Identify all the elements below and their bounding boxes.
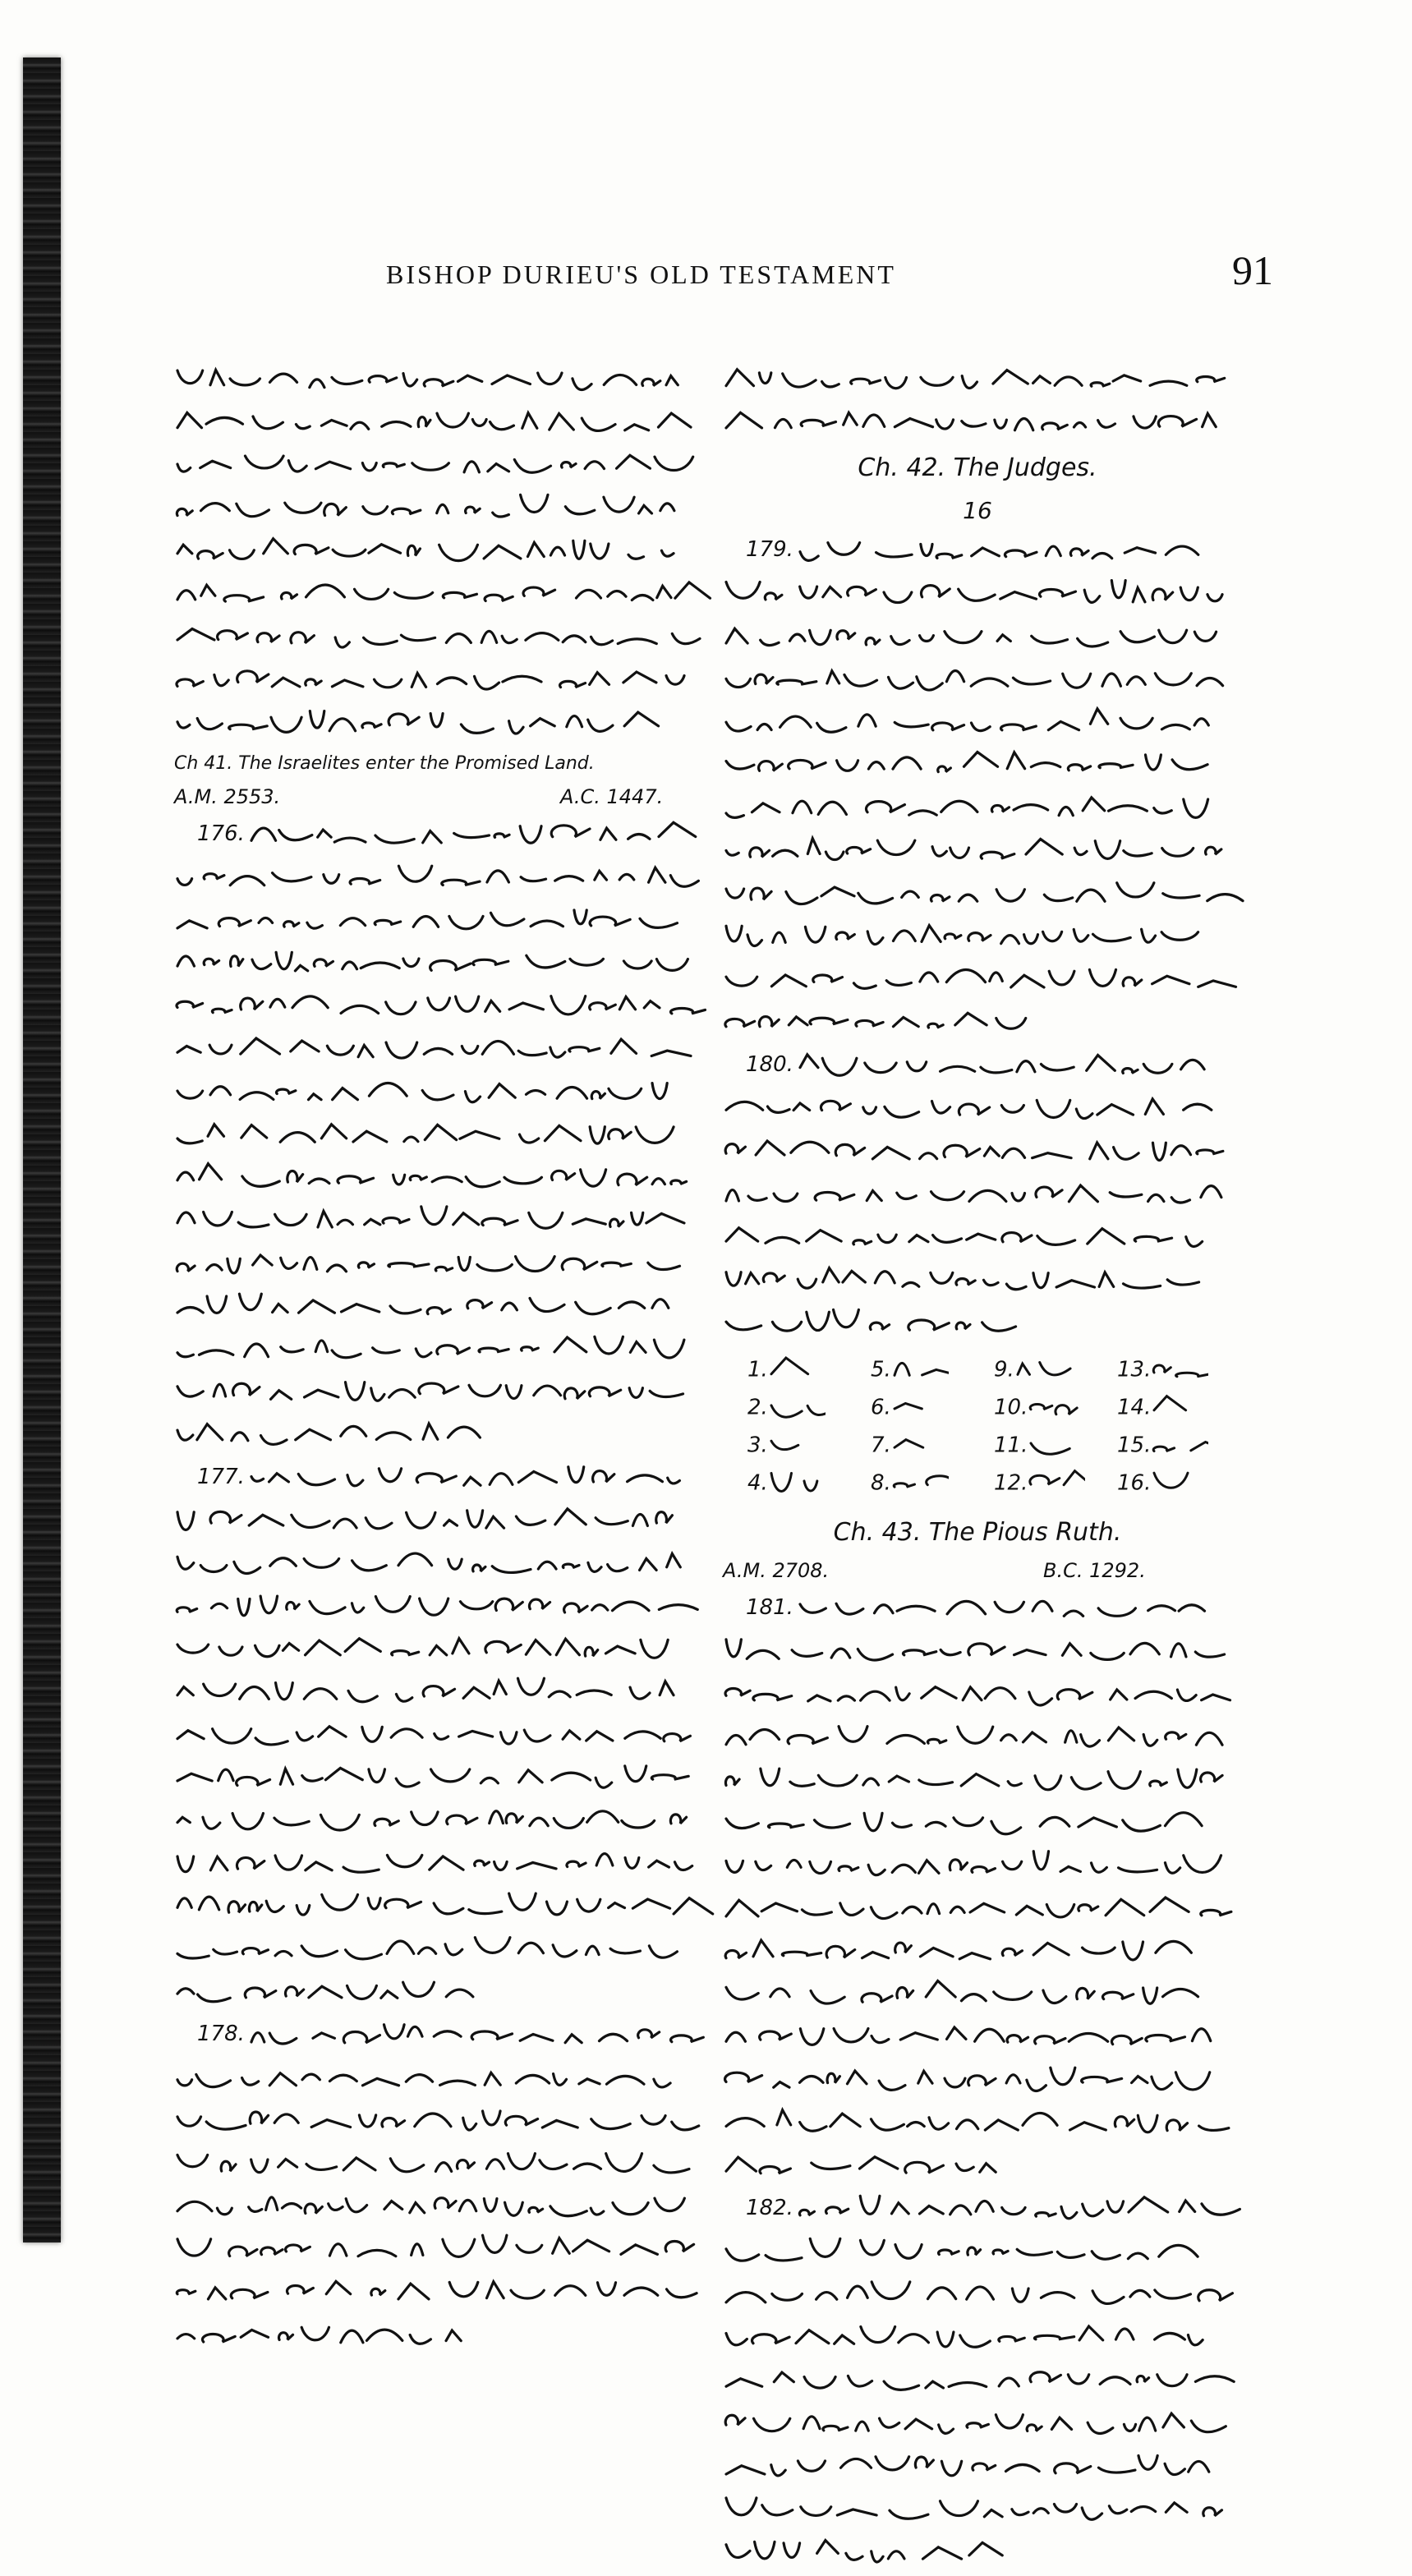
judge-entry <box>747 1429 826 1462</box>
shorthand-glyphs <box>174 1334 692 1370</box>
shorthand-glyphs <box>723 1007 1023 1043</box>
shorthand-line <box>723 1262 1232 1304</box>
shorthand-glyphs <box>723 2451 1224 2487</box>
shorthand-line <box>174 1588 700 1631</box>
judge-entry <box>994 1354 1072 1387</box>
shorthand-line <box>723 961 1232 1004</box>
shorthand-line <box>723 1304 1232 1347</box>
shorthand-glyphs <box>174 708 692 744</box>
verse-number: 181. <box>746 1594 793 1620</box>
chapter-41-am: A.M. 2553. <box>174 784 281 808</box>
shorthand-line <box>723 918 1232 961</box>
shorthand-line <box>174 1760 700 1802</box>
shorthand-line <box>174 1373 700 1416</box>
shorthand-line <box>174 1717 700 1760</box>
chapter-43-date-line <box>723 1554 1232 1590</box>
verse-number: 180. <box>746 1051 793 1077</box>
shorthand-glyphs <box>891 1392 949 1424</box>
judge-entry <box>871 1354 949 1387</box>
chapter-43-bc: B.C. 1292. <box>1043 1558 1146 1582</box>
shorthand-glyphs <box>174 2234 692 2270</box>
shorthand-glyphs <box>174 1977 485 2013</box>
shorthand-glyphs <box>797 536 1224 572</box>
shorthand-glyphs <box>723 622 1224 658</box>
shorthand-glyphs <box>174 1077 692 1113</box>
shorthand-line <box>174 1673 700 1716</box>
verse-number: 177. <box>197 1464 245 1489</box>
shorthand-glyphs <box>1028 1467 1085 1500</box>
shorthand-glyphs <box>248 2020 692 2056</box>
shorthand-line <box>174 2316 700 2359</box>
shorthand-glyphs <box>174 1934 692 1971</box>
verse-number: 178. <box>197 2021 245 2046</box>
shorthand-line <box>174 859 700 902</box>
shorthand-line <box>174 1802 700 1845</box>
shorthand-line <box>174 2231 700 2274</box>
judge-entry <box>994 1467 1085 1500</box>
shorthand-glyphs <box>174 2063 692 2099</box>
shorthand-line <box>723 833 1232 876</box>
shorthand-glyphs <box>174 1162 692 1198</box>
shorthand-line <box>174 1631 700 1673</box>
shorthand-glyphs <box>797 1594 1224 1630</box>
shorthand-glyphs <box>723 922 1224 958</box>
shorthand-glyphs <box>174 1205 692 1241</box>
chapter-43-title: Ch. 43. The Pious Ruth. <box>833 1517 1122 1547</box>
shorthand-glyphs <box>723 1893 1224 1930</box>
shorthand-glyphs <box>1151 1467 1208 1500</box>
shorthand-paragraph <box>174 1460 700 2017</box>
shorthand-line <box>174 1202 700 1244</box>
judge-number: 14. <box>1117 1395 1152 1420</box>
shorthand-glyphs <box>723 794 1224 830</box>
judge-entry <box>871 1429 949 1462</box>
shorthand-glyphs <box>723 579 1224 615</box>
verse-number: 179. <box>746 537 793 563</box>
shorthand-glyphs <box>723 1936 1224 1972</box>
shorthand-line <box>723 876 1232 918</box>
shorthand-glyphs <box>1151 1354 1208 1387</box>
judge-number: 2. <box>747 1395 768 1420</box>
shorthand-glyphs <box>174 2320 485 2356</box>
judge-number: 4. <box>747 1470 768 1496</box>
shorthand-line <box>723 1719 1232 1762</box>
shorthand-line <box>174 2017 700 2059</box>
chapter-41-title: Ch 41. The Israelites enter the Promised Land. <box>174 752 595 774</box>
shorthand-glyphs <box>174 494 692 530</box>
shorthand-line <box>723 747 1232 789</box>
shorthand-line <box>174 902 700 945</box>
shorthand-line <box>723 1890 1232 1933</box>
shorthand-line <box>723 2104 1232 2147</box>
shorthand-line <box>174 1245 700 1288</box>
shorthand-line <box>723 576 1232 619</box>
judge-number: 6. <box>871 1395 891 1420</box>
shorthand-glyphs <box>723 365 1224 401</box>
judge-entry <box>1117 1354 1208 1387</box>
shorthand-line <box>174 2274 700 2316</box>
shorthand-glyphs <box>723 2237 1224 2273</box>
verse-number: 182. <box>746 2195 793 2220</box>
shorthand-glyphs <box>174 1848 692 1884</box>
shorthand-line <box>723 619 1232 661</box>
shorthand-paragraph <box>174 816 700 1460</box>
left-column <box>174 361 700 2359</box>
shorthand-glyphs <box>723 1308 1023 1344</box>
shorthand-line <box>723 2448 1232 2491</box>
shorthand-line <box>723 790 1232 833</box>
shorthand-glyphs <box>174 1377 692 1413</box>
shorthand-line <box>174 945 700 987</box>
judge-number: 16. <box>1117 1470 1152 1496</box>
shorthand-line <box>723 1847 1232 1890</box>
shorthand-line <box>174 2102 700 2145</box>
shorthand-glyphs <box>174 1034 692 1070</box>
shorthand-glyphs <box>174 1419 485 1456</box>
shorthand-glyphs <box>723 2108 1224 2144</box>
shorthand-line <box>723 1805 1232 1847</box>
verse-number: 176. <box>197 821 245 846</box>
shorthand-line <box>174 661 700 704</box>
shorthand-glyphs <box>768 1429 826 1462</box>
shorthand-line <box>174 1931 700 1974</box>
judge-number: 1. <box>747 1357 768 1382</box>
shorthand-line <box>174 490 700 533</box>
shorthand-line <box>723 2191 1232 2233</box>
shorthand-paragraph <box>723 532 1232 1046</box>
shorthand-glyphs <box>723 1723 1224 1759</box>
judge-entry <box>871 1392 949 1424</box>
shorthand-glyphs <box>174 1677 692 1713</box>
shorthand-glyphs <box>723 1093 1224 1129</box>
book-spine-shadow <box>23 58 61 2242</box>
shorthand-glyphs <box>723 1221 1224 1258</box>
shorthand-glyphs <box>723 2537 1023 2573</box>
running-title: BISHOP DURIEU'S OLD TESTAMENT <box>386 260 896 289</box>
shorthand-glyphs <box>723 1808 1224 1844</box>
shorthand-line <box>174 1331 700 1373</box>
shorthand-glyphs <box>248 820 692 856</box>
shorthand-glyphs <box>768 1467 826 1500</box>
shorthand-glyphs <box>248 1463 692 1499</box>
shorthand-glyphs <box>723 2365 1224 2401</box>
shorthand-glyphs <box>1151 1392 1208 1424</box>
shorthand-glyphs <box>723 1980 1224 2016</box>
shorthand-line <box>174 619 700 661</box>
shorthand-line <box>174 1845 700 1888</box>
shorthand-glyphs <box>174 1506 692 1542</box>
judge-entry <box>1117 1467 1208 1500</box>
shorthand-line <box>723 1218 1232 1261</box>
shorthand-glyphs <box>1151 1429 1208 1462</box>
shorthand-glyphs <box>723 2022 1224 2058</box>
shorthand-line <box>174 361 700 404</box>
chapter-43-am: A.M. 2708. <box>723 1558 830 1582</box>
judge-entry <box>994 1429 1085 1462</box>
shorthand-line <box>174 1416 700 1459</box>
shorthand-glyphs <box>723 2408 1224 2445</box>
shorthand-glyphs <box>723 1765 1224 1801</box>
shorthand-glyphs <box>723 879 1224 915</box>
shorthand-glyphs <box>723 2494 1224 2530</box>
shorthand-glyphs <box>174 1806 692 1842</box>
shorthand-glyphs <box>723 407 1224 444</box>
shorthand-glyphs <box>1028 1429 1085 1462</box>
shorthand-line <box>174 1974 700 2017</box>
shorthand-glyphs <box>891 1429 949 1462</box>
shorthand-line <box>723 1133 1232 1175</box>
shorthand-line <box>723 1633 1232 1676</box>
shorthand-line <box>174 447 700 490</box>
shorthand-line <box>723 1090 1232 1133</box>
shorthand-glyphs <box>891 1467 949 1500</box>
shorthand-line <box>174 576 700 619</box>
shorthand-glyphs <box>174 1720 692 1756</box>
shorthand-glyphs <box>174 2277 692 2313</box>
shorthand-glyphs <box>174 1763 692 1799</box>
shorthand-glyphs <box>723 665 1224 701</box>
shorthand-line <box>174 533 700 576</box>
shorthand-glyphs <box>174 1591 692 1627</box>
judge-number: 13. <box>1117 1357 1152 1382</box>
judge-number: 5. <box>871 1357 891 1382</box>
shorthand-glyphs <box>723 1851 1224 1887</box>
judge-entry <box>871 1467 949 1500</box>
judge-number: 7. <box>871 1433 891 1458</box>
chapter-41-date-line <box>174 780 700 816</box>
judges-list <box>723 1347 1232 1511</box>
shorthand-line <box>723 532 1232 575</box>
shorthand-line <box>723 1976 1232 2019</box>
shorthand-glyphs <box>174 1548 692 1585</box>
shorthand-line <box>174 2188 700 2231</box>
shorthand-glyphs <box>723 1679 1224 1715</box>
shorthand-glyphs <box>174 2105 692 2141</box>
judge-number: 12. <box>994 1470 1028 1496</box>
shorthand-glyphs <box>174 2192 692 2228</box>
shorthand-line <box>174 1031 700 1074</box>
shorthand-glyphs <box>768 1354 826 1387</box>
shorthand-glyphs <box>174 2149 692 2185</box>
judge-number: 10. <box>994 1395 1028 1420</box>
shorthand-line <box>723 2019 1232 2062</box>
judge-entry <box>747 1392 826 1424</box>
shorthand-line <box>174 1074 700 1116</box>
shorthand-line <box>723 1175 1232 1218</box>
shorthand-line <box>174 1888 700 1930</box>
right-column <box>723 361 1232 2576</box>
shorthand-line <box>174 404 700 447</box>
shorthand-glyphs <box>174 407 692 444</box>
shorthand-glyphs <box>723 2322 1224 2358</box>
shorthand-line <box>723 2062 1232 2104</box>
judge-number: 11. <box>994 1433 1028 1458</box>
shorthand-line <box>174 1159 700 1202</box>
shorthand-line <box>723 1004 1232 1046</box>
judge-number: 9. <box>994 1357 1014 1382</box>
shorthand-glyphs <box>723 2150 1023 2187</box>
shorthand-line <box>723 2233 1232 2276</box>
shorthand-line <box>723 404 1232 447</box>
chapter-41-ac: A.C. 1447. <box>560 784 664 808</box>
shorthand-glyphs <box>723 1636 1224 1672</box>
shorthand-glyphs <box>174 1891 692 1927</box>
shorthand-glyphs <box>797 1051 1224 1087</box>
shorthand-glyphs <box>174 1291 692 1327</box>
shorthand-glyphs <box>174 365 692 401</box>
judge-entry <box>994 1392 1085 1424</box>
shorthand-glyphs <box>723 2279 1224 2316</box>
judge-number: 3. <box>747 1433 768 1458</box>
shorthand-line <box>723 2533 1232 2576</box>
judge-entry <box>1117 1392 1208 1424</box>
shorthand-glyphs <box>723 750 1224 786</box>
shorthand-line <box>174 2059 700 2102</box>
shorthand-line <box>723 1590 1232 1633</box>
shorthand-line <box>723 2405 1232 2448</box>
chapter-42-subtitle: 16 <box>963 497 992 525</box>
shorthand-line <box>723 661 1232 704</box>
shorthand-glyphs <box>723 2065 1224 2101</box>
shorthand-glyphs <box>174 665 692 701</box>
shorthand-line <box>723 2276 1232 2319</box>
shorthand-glyphs <box>174 905 692 941</box>
shorthand-line <box>723 361 1232 404</box>
shorthand-glyphs <box>174 536 692 573</box>
shorthand-line <box>174 1288 700 1331</box>
shorthand-glyphs <box>723 707 1224 743</box>
shorthand-line <box>723 1762 1232 1805</box>
shorthand-line <box>174 705 700 748</box>
shorthand-glyphs <box>768 1392 826 1424</box>
shorthand-glyphs <box>174 1249 692 1285</box>
shorthand-glyphs <box>174 1120 692 1156</box>
shorthand-glyphs <box>1028 1392 1085 1424</box>
page-number: 91 <box>1232 247 1273 293</box>
shorthand-glyphs <box>174 1634 692 1670</box>
shorthand-line <box>723 2147 1232 2190</box>
shorthand-paragraph <box>723 2191 1232 2576</box>
shorthand-glyphs <box>891 1354 949 1387</box>
shorthand-glyphs <box>1014 1354 1072 1387</box>
shorthand-line <box>174 816 700 859</box>
judge-entry <box>1117 1429 1208 1462</box>
shorthand-glyphs <box>723 1179 1224 1215</box>
shorthand-line <box>723 704 1232 747</box>
shorthand-glyphs <box>174 450 692 486</box>
shorthand-line <box>723 2362 1232 2404</box>
shorthand-glyphs <box>797 2194 1224 2230</box>
page-header <box>0 246 1412 304</box>
shorthand-paragraph <box>723 1047 1232 1347</box>
shorthand-paragraph <box>723 361 1232 447</box>
judge-number: 8. <box>871 1470 891 1496</box>
chapter-42-title: Ch. 42. The Judges. <box>858 453 1097 483</box>
shorthand-glyphs <box>174 862 692 899</box>
shorthand-paragraph <box>723 1590 1232 2191</box>
shorthand-line <box>174 1502 700 1545</box>
shorthand-line <box>174 987 700 1030</box>
shorthand-glyphs <box>174 622 692 658</box>
shorthand-line <box>723 1933 1232 1976</box>
shorthand-glyphs <box>723 1265 1224 1301</box>
shorthand-line <box>723 2319 1232 2362</box>
judge-entry <box>747 1467 826 1500</box>
judge-number: 15. <box>1117 1433 1152 1458</box>
shorthand-line <box>723 1047 1232 1090</box>
shorthand-line <box>723 2491 1232 2533</box>
shorthand-glyphs <box>723 836 1224 872</box>
shorthand-line <box>174 1116 700 1159</box>
shorthand-line <box>174 1545 700 1588</box>
shorthand-paragraph <box>174 2017 700 2360</box>
shorthand-glyphs <box>174 948 692 984</box>
shorthand-glyphs <box>723 1136 1224 1172</box>
judge-entry <box>747 1354 826 1387</box>
shorthand-line <box>723 1676 1232 1718</box>
shorthand-line <box>174 2146 700 2188</box>
shorthand-line <box>174 1460 700 1502</box>
shorthand-glyphs <box>723 964 1224 1000</box>
shorthand-glyphs <box>174 579 692 615</box>
shorthand-glyphs <box>174 991 692 1027</box>
shorthand-paragraph <box>174 361 700 748</box>
